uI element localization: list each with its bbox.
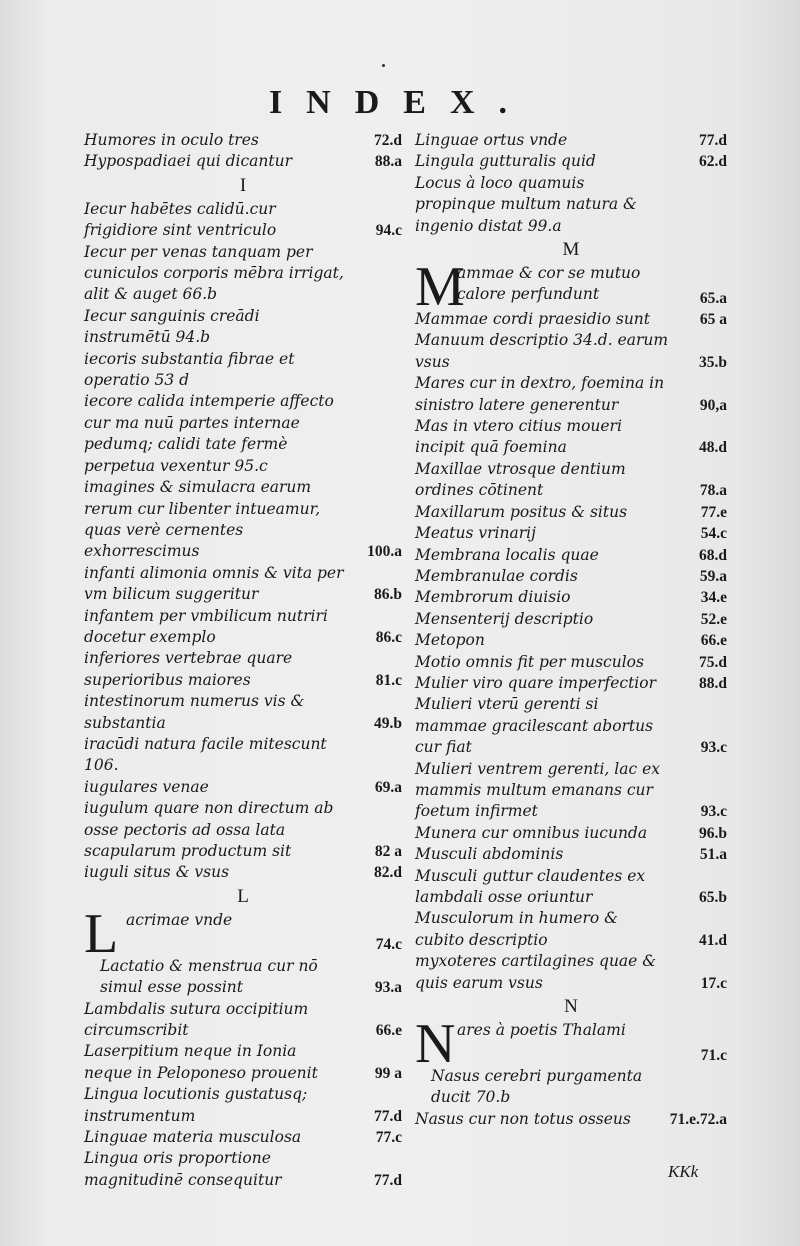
entry-text: Lingua oris proportione magnitudinē consequitur bbox=[84, 1149, 282, 1189]
index-entry bbox=[415, 566, 727, 587]
catchword: KKk bbox=[668, 1162, 699, 1181]
section-letter: N bbox=[564, 996, 578, 1018]
entry-page-reference: 49.b bbox=[374, 714, 402, 732]
section-letter: L bbox=[237, 885, 249, 907]
index-entry bbox=[415, 908, 727, 951]
entry-text: Iecur habētes calidū.cur frigidiore sint ventriculo bbox=[84, 199, 277, 240]
entry-page-reference: 96.b bbox=[699, 824, 727, 842]
entry-text: Hypospadiaei qui dicantur bbox=[84, 152, 293, 171]
index-entry bbox=[84, 391, 402, 477]
entry-text: Membrana localis quae bbox=[415, 545, 599, 564]
entry-text: Maxillae vtrosque dentium ordines cōtinent bbox=[415, 459, 626, 500]
entry-page-reference: 100.a bbox=[367, 543, 402, 561]
entry-text: Lambdalis sutura occipitium circumscribit bbox=[84, 999, 309, 1040]
index-entry bbox=[84, 563, 402, 606]
entry-text: Munera cur omnibus iucunda bbox=[415, 823, 648, 842]
entry-page-reference: 77.e bbox=[700, 503, 727, 521]
index-entry bbox=[415, 130, 727, 151]
entry-page-reference: 65.b bbox=[699, 889, 727, 906]
entry-text: infanti alimonia omnis & vita per vm bilicum suggeritur bbox=[84, 563, 344, 604]
entry-page-reference: 59.a bbox=[699, 567, 727, 585]
index-entry bbox=[415, 309, 727, 330]
entry-page-reference: 68.d bbox=[699, 546, 727, 564]
index-entry bbox=[84, 1127, 402, 1148]
entry-text: iuguli situs & vsus bbox=[84, 863, 230, 882]
entry-page-reference: 93.a bbox=[374, 979, 402, 997]
entry-page-reference: 66.e bbox=[375, 1022, 402, 1040]
index-entry bbox=[84, 1084, 402, 1127]
entry-text: iugulares venae bbox=[84, 777, 209, 796]
entry-page-reference: 17.c bbox=[700, 974, 727, 992]
entry-text: Mas in vtero citius moueri incipit quā foemina bbox=[415, 417, 622, 457]
entry-text: Locus à loco quamuis propinque multum natura & ingenio distat 99.a bbox=[415, 173, 637, 235]
entry-text: Maxillarum positus & situs bbox=[415, 502, 628, 521]
index-entry bbox=[84, 999, 402, 1042]
index-entry bbox=[415, 609, 727, 630]
entry-page-reference: 99 a bbox=[374, 1064, 402, 1082]
index-entry-dropcap bbox=[84, 902, 402, 965]
index-entry bbox=[84, 956, 402, 999]
entry-page-reference: 77.d bbox=[699, 132, 727, 149]
index-entry bbox=[84, 151, 402, 172]
entry-text: Nasus cerebri purgamenta ducit 70.b bbox=[431, 1067, 643, 1107]
entry-page-reference: 93.c bbox=[700, 739, 727, 757]
entry-page-reference: 71.e.72.a bbox=[669, 1110, 727, 1128]
drop-capital: L bbox=[84, 902, 119, 965]
drop-capital: M bbox=[415, 256, 465, 319]
entry-page-reference: 41.d bbox=[699, 931, 727, 949]
entry-page-reference: 77.d bbox=[374, 1171, 402, 1189]
index-entry bbox=[415, 1066, 727, 1109]
entry-page-reference: 35.b bbox=[699, 353, 727, 371]
index-entry bbox=[415, 416, 727, 459]
index-entry bbox=[415, 823, 727, 844]
entry-page-reference: 74.c bbox=[375, 936, 402, 954]
entry-text: Musculi abdominis bbox=[415, 845, 564, 864]
entry-page-reference: 77.d bbox=[374, 1107, 402, 1125]
index-entry bbox=[415, 630, 727, 651]
entry-text: Mulieri ventrem gerenti, lac ex mammis multum emanans cur foetum infirmet bbox=[415, 759, 661, 821]
entry-text: iecoris substantia fibrae et operatio 53 d bbox=[84, 349, 295, 390]
entry-page-reference: 94.c bbox=[375, 222, 402, 240]
entry-text: iracūdi natura facile mitescunt 106. bbox=[84, 734, 327, 775]
index-entry bbox=[415, 545, 727, 566]
entry-text: Musculi guttur claudentes ex lambdali osse oriuntur bbox=[415, 866, 646, 906]
index-entry bbox=[415, 502, 727, 523]
entry-page-reference: 88.a bbox=[374, 153, 402, 171]
entry-page-reference: 82 a bbox=[374, 843, 402, 860]
index-entry bbox=[84, 349, 402, 392]
entry-page-reference: 66.e bbox=[700, 632, 727, 650]
index-entry bbox=[415, 694, 727, 758]
entry-text: iecore calida intemperie affecto cur ma nuū partes internae pedumq; calidi tate fermè perpetua vexentur 95.c bbox=[84, 392, 334, 475]
section-letter: M bbox=[562, 239, 580, 261]
entry-page-reference: 48.d bbox=[699, 439, 727, 457]
entry-text: Iecur per venas tanquam per cuniculos corporis mēbra irrigat, alit & auget 66.b bbox=[84, 242, 344, 304]
entry-text: myxoteres cartilagines quae & quis earum vsus bbox=[415, 952, 657, 992]
index-entry bbox=[84, 1148, 402, 1191]
page-title: INDEX. bbox=[268, 84, 532, 121]
index-entry bbox=[84, 648, 402, 691]
entry-page-reference: 72.d bbox=[374, 132, 402, 149]
entry-page-reference: 69.a bbox=[374, 778, 402, 796]
index-entry bbox=[84, 691, 402, 734]
index-entry bbox=[415, 330, 727, 373]
index-entry bbox=[415, 459, 727, 502]
entry-text: Mares cur in dextro, foemina in sinistro latere generentur bbox=[415, 374, 665, 414]
entry-text: iugulum quare non directum ab osse pectoris ad ossa lata scapularum productum sit bbox=[84, 799, 334, 860]
entry-text: Nasus cur non totus osseus bbox=[415, 1109, 631, 1128]
entry-page-reference: 54.c bbox=[700, 525, 727, 543]
entry-text: Membranulae cordis bbox=[415, 566, 578, 585]
entry-text: Motio omnis fit per musculos bbox=[415, 652, 644, 671]
index-entry bbox=[84, 199, 402, 242]
index-entry bbox=[84, 242, 402, 306]
entry-text: Manuum descriptio 34.d. earum vsus bbox=[415, 331, 669, 371]
entry-page-reference: 71.c bbox=[700, 1046, 727, 1064]
entry-text: Musculorum in humero & cubito descriptio bbox=[415, 909, 618, 949]
index-entry bbox=[415, 373, 727, 416]
entry-page-reference: 86.b bbox=[374, 586, 402, 604]
entry-text: Linguae ortus vnde bbox=[415, 131, 568, 149]
entry-page-reference: 82.d bbox=[374, 864, 402, 882]
entry-text: Membrorum diuisio bbox=[415, 588, 571, 607]
index-entry bbox=[415, 844, 727, 865]
index-entry bbox=[415, 866, 727, 909]
entry-page-reference: 86.c bbox=[375, 628, 402, 646]
entry-text: ammae & cor se mutuo calore perfundunt bbox=[457, 264, 641, 304]
index-entry bbox=[415, 523, 727, 544]
entry-page-reference: 65.a bbox=[699, 289, 727, 307]
entry-text: Mulier viro quare imperfectior bbox=[415, 673, 656, 692]
index-entry bbox=[415, 652, 727, 673]
entry-page-reference: 90,a bbox=[699, 396, 727, 414]
index-entry bbox=[415, 1109, 727, 1130]
entry-page-reference: 81.c bbox=[375, 671, 402, 689]
entry-text: inferiores vertebrae quare superioribus maiores bbox=[84, 649, 293, 689]
print-mark bbox=[382, 64, 385, 67]
entry-text: Mulieri vterū gerenti si mammae gracilescant abortus cur fiat bbox=[415, 695, 654, 757]
entry-text: Laserpitium neque in Ionia neque in Peloponeso prouenit bbox=[84, 1042, 318, 1082]
entry-text: Mensenterij descriptio bbox=[415, 609, 594, 628]
entry-text: Lingula gutturalis quid bbox=[415, 152, 596, 171]
section-letter: I bbox=[239, 174, 247, 196]
entry-page-reference: 34.e bbox=[700, 589, 727, 607]
index-entry bbox=[415, 951, 727, 994]
entry-page-reference: 51.a bbox=[699, 846, 727, 864]
entry-text: intestinorum numerus vis & substantia bbox=[84, 692, 305, 732]
entry-page-reference: 52.e bbox=[700, 610, 727, 628]
index-entry-dropcap bbox=[415, 256, 727, 319]
index-entry bbox=[415, 587, 727, 608]
drop-capital: N bbox=[415, 1013, 456, 1076]
entry-page-reference: 93.c bbox=[700, 803, 727, 821]
entry-page-reference: 75.d bbox=[699, 653, 727, 671]
index-column-right bbox=[415, 130, 727, 1130]
entry-text: Linguae materia musculosa bbox=[84, 1128, 302, 1147]
index-entry bbox=[84, 734, 402, 777]
entry-text: Metopon bbox=[415, 631, 485, 650]
index-entry bbox=[84, 477, 402, 563]
entry-page-reference: 77.c bbox=[375, 1129, 402, 1147]
index-entry bbox=[84, 862, 402, 883]
index-entry bbox=[415, 673, 727, 694]
entry-text: Mammae cordi praesidio sunt bbox=[415, 310, 651, 329]
index-entry bbox=[84, 130, 402, 151]
entry-page-reference: 65 a bbox=[699, 311, 727, 329]
entry-text: Meatus vrinarij bbox=[415, 524, 536, 543]
entry-page-reference: 88.d bbox=[699, 674, 727, 692]
index-entry bbox=[415, 759, 727, 823]
index-entry bbox=[84, 1041, 402, 1084]
entry-text: Humores in oculo tres bbox=[84, 131, 259, 149]
index-entry bbox=[84, 306, 402, 349]
index-entry bbox=[84, 798, 402, 862]
entry-text: imagines & simulacra earum rerum cur libenter intueamur, quas verè cernentes exhorrescimus bbox=[84, 478, 321, 561]
index-column-left bbox=[84, 130, 402, 1191]
index-entry-dropcap bbox=[415, 1013, 727, 1076]
entry-text: Iecur sanguinis creādi instrumētū 94.b bbox=[84, 306, 260, 347]
index-entry bbox=[84, 777, 402, 798]
index-entry bbox=[415, 151, 727, 172]
entry-text: Lingua locutionis gustatusq; instrumentum bbox=[84, 1085, 308, 1125]
entry-page-reference: 62.d bbox=[699, 153, 727, 171]
entry-text: Lactatio & menstrua cur nō simul esse possint bbox=[100, 956, 318, 997]
entry-text: infantem per vmbilicum nutriri docetur exemplo bbox=[84, 606, 328, 646]
entry-text: ares à poetis Thalami bbox=[457, 1021, 626, 1040]
index-entry bbox=[415, 173, 727, 237]
entry-text: acrimae vnde bbox=[126, 910, 233, 929]
index-entry bbox=[84, 606, 402, 649]
entry-page-reference: 78.a bbox=[699, 482, 727, 500]
